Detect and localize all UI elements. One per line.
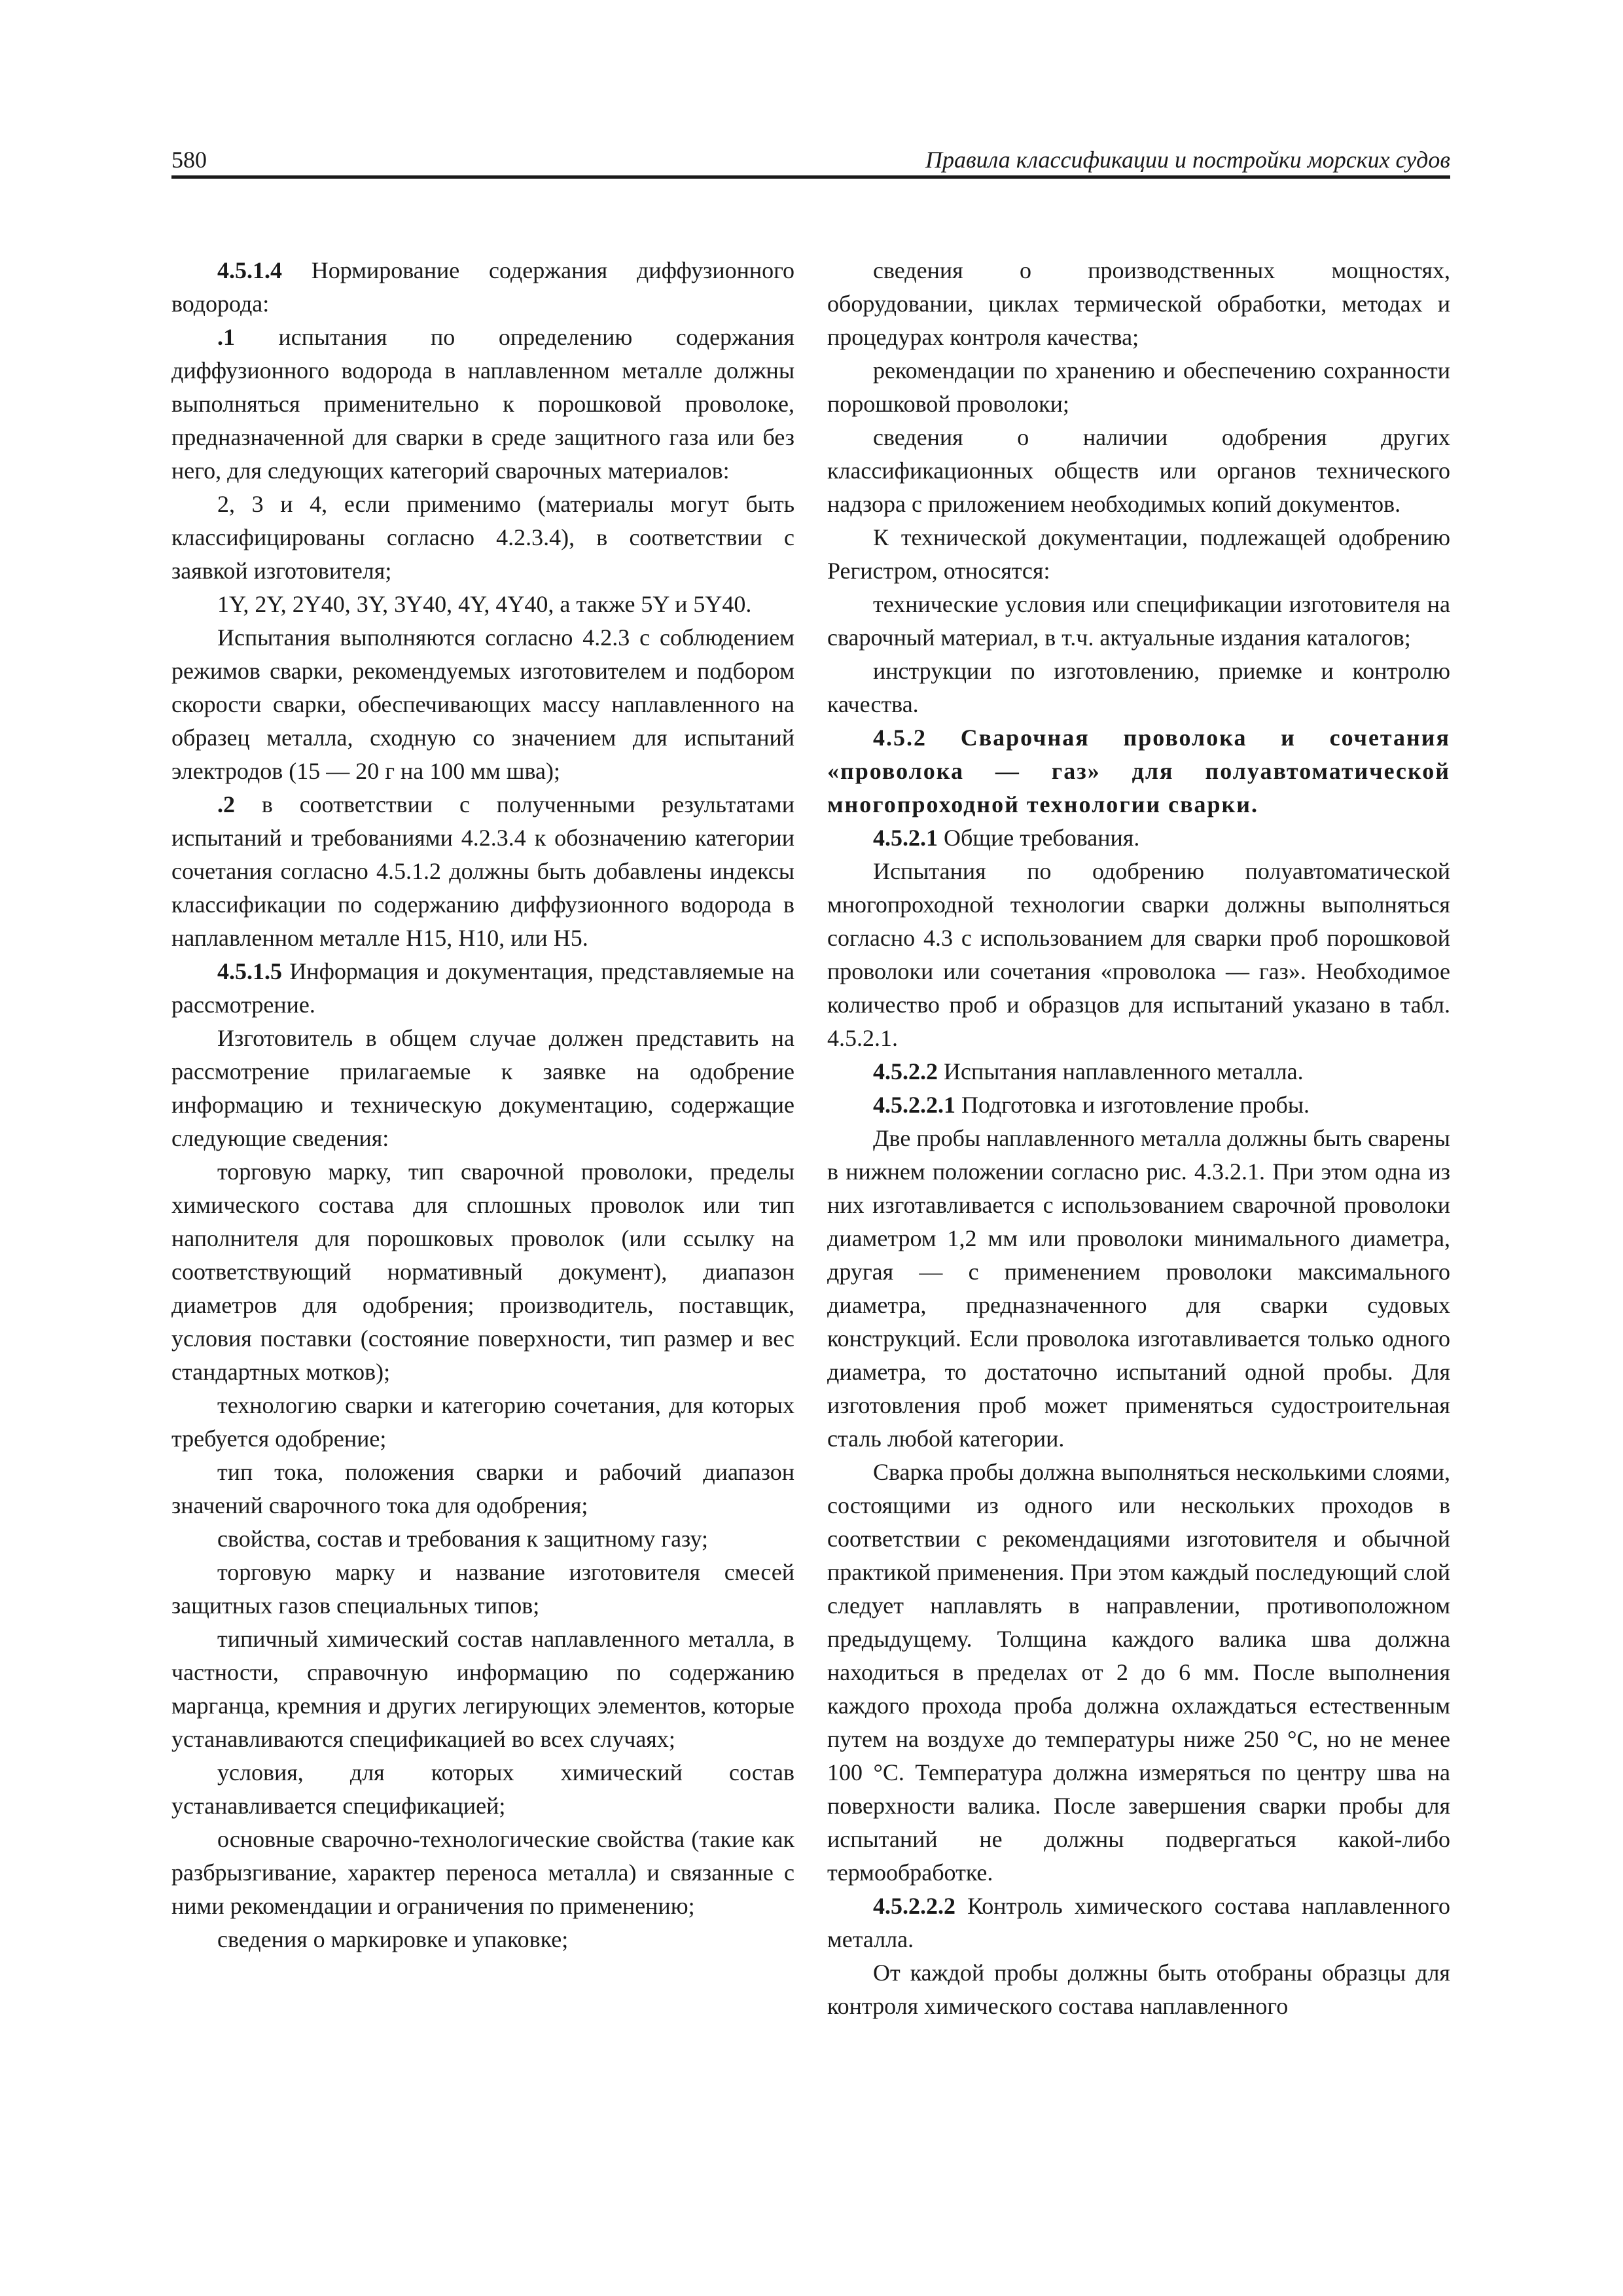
paragraph	[171, 321, 794, 488]
paragraph	[827, 1055, 1450, 1088]
paragraph-text: свойства, состав и требования к защитному газу;	[217, 1526, 709, 1552]
paragraph	[827, 354, 1450, 421]
paragraph	[171, 621, 794, 788]
paragraph-text: торговую марку и название изготовителя смесей защитных газов специальных типов;	[171, 1559, 794, 1619]
paragraph-text: торговую марку, тип сварочной проволоки, пределы химического состава для сплошных проволок или тип наполнителя для порошковых проволок (или ссылку на соответствующий нормативный документ), диапазон диаметров для одобрения; производитель, поставщик, условия поставки (состояние поверхности, тип размер и вес стандартных мотков);	[171, 1158, 794, 1385]
paragraph-text: Контроль химического состава наплавленного металла.	[827, 1893, 1450, 1952]
running-title: Правила классификации и постройки морских судов	[925, 147, 1450, 173]
page-header	[171, 145, 1450, 179]
paragraph	[171, 955, 794, 1022]
paragraph	[827, 521, 1450, 588]
header-rule	[171, 175, 1450, 179]
clause-number: 4.5.1.4	[217, 257, 282, 283]
clause-number: .2	[217, 791, 235, 817]
page-number: 580	[171, 147, 207, 173]
paragraph	[171, 1556, 794, 1623]
clause-number: 4.5.2	[873, 725, 927, 751]
paragraph-text: Сварка пробы должна выполняться несколькими слоями, состоящими из одного или нескольких проходов в соответствии с рекомендациями изготовителя и обычной практикой применения. При этом каждый последующий слой следует наплавлять в направлении, противоположном предыдущему. Толщина каждого валика шва должна находиться в пределах от 2 до 6 мм. После выполнения каждого прохода проба должна охлаждаться естественным путем на воздухе до температуры ниже 250 °С, но не менее 100 °С. Температура должна измеряться по центру шва на поверхности валика. После завершения сварки пробы для испытаний не должны подвергаться какой-либо термообработке.	[827, 1459, 1450, 1886]
clause-number: 4.5.1.5	[217, 958, 282, 984]
paragraph	[827, 821, 1450, 855]
paragraph	[827, 1088, 1450, 1122]
paragraph	[827, 588, 1450, 655]
paragraph-text: Изготовитель в общем случае должен представить на рассмотрение прилагаемые к заявке на одобрение информацию и техническую документацию, содержащие следующие сведения:	[171, 1025, 794, 1151]
paragraph	[171, 1022, 794, 1155]
paragraph-text: сведения о маркировке и упаковке;	[217, 1926, 569, 1952]
clause-number: .1	[217, 324, 235, 350]
paragraph	[827, 1956, 1450, 2023]
paragraph	[171, 488, 794, 588]
paragraph	[827, 1122, 1450, 1456]
paragraph-text: сведения о производственных мощностях, оборудовании, циклах термической обработки, методах и процедурах контроля качества;	[827, 257, 1450, 350]
clause-number: 4.5.2.2.1	[873, 1092, 955, 1118]
paragraph	[827, 655, 1450, 721]
paragraph	[171, 1389, 794, 1456]
paragraph-text: Общие требования.	[938, 825, 1140, 851]
paragraph-text: тип тока, положения сварки и рабочий диапазон значений сварочного тока для одобрения;	[171, 1459, 794, 1518]
paragraph	[827, 855, 1450, 1055]
paragraph	[171, 588, 794, 621]
paragraph-text: основные сварочно-технологические свойства (такие как разбрызгивание, характер переноса металла) и связанные с ними рекомендации и ограничения по применению;	[171, 1826, 794, 1919]
paragraph-text: Испытания наплавленного металла.	[938, 1058, 1304, 1085]
paragraph-text: инструкции по изготовлению, приемке и контролю качества.	[827, 658, 1450, 717]
clause-number: 4.5.2.2.2	[873, 1893, 955, 1919]
paragraph	[827, 1890, 1450, 1956]
paragraph-text: Испытания по одобрению полуавтоматической многопроходной технологии сварки должны выполняться согласно 4.3 с использованием для сварки проб порошковой проволоки или сочетания «проволока — газ». Необходимое количество проб и образцов для испытаний указано в табл. 4.5.2.1.	[827, 858, 1450, 1051]
paragraph	[171, 1623, 794, 1756]
paragraph-text: технологию сварки и категорию сочетания, для которых требуется одобрение;	[171, 1392, 794, 1452]
clause-number: 4.5.2.2	[873, 1058, 938, 1085]
paragraph-text: 2, 3 и 4, если применимо (материалы могут быть классифицированы согласно 4.2.3.4), в соответствии с заявкой изготовителя;	[171, 491, 794, 584]
paragraph	[171, 1756, 794, 1823]
paragraph-text: Две пробы наплавленного металла должны быть сварены в нижнем положении согласно рис. 4.3.2.1. При этом одна из них изготавливается с использованием сварочной проволоки диаметром 1,2 мм или проволоки минимального диаметра, другая — с применением проволоки максимального диаметра, предназначенного для сварки судовых конструкций. Если проволока изготавливается только одного диаметра, то достаточно испытаний одной пробы. Для изготовления проб может применяться судостроительная сталь любой категории.	[827, 1125, 1450, 1452]
paragraph-text: Испытания выполняются согласно 4.2.3 с соблюдением режимов сварки, рекомендуемых изготовителем и подбором скорости сварки, обеспечивающих массу наплавленного на образец металла, сходную со значением для испытаний электродов (15 — 20 г на 100 мм шва);	[171, 624, 794, 784]
paragraph	[827, 254, 1450, 354]
paragraph	[827, 421, 1450, 521]
paragraph-text: Подготовка и изготовление пробы.	[955, 1092, 1310, 1118]
paragraph	[171, 1923, 794, 1956]
paragraph-text: От каждой пробы должны быть отобраны образцы для контроля химического состава наплавленного	[827, 1960, 1450, 2019]
paragraph-text: Информация и документация, представляемые на рассмотрение.	[171, 958, 794, 1018]
paragraph	[171, 1155, 794, 1389]
paragraph-text: Нормирование содержания диффузионного водорода:	[171, 257, 794, 317]
paragraph-text: испытания по определению содержания диффузионного водорода в наплавленном металле должны выполняться применительно к порошковой проволоке, предназначенной для сварки в среде защитного газа или без него, для следующих категорий сварочных материалов:	[171, 324, 794, 484]
right-column	[827, 254, 1450, 2023]
paragraph-text: сведения о наличии одобрения других классификационных обществ или органов технического надзора с приложением необходимых копий документов.	[827, 424, 1450, 517]
paragraph-text: технические условия или спецификации изготовителя на сварочный материал, в т.ч. актуальные издания каталогов;	[827, 591, 1450, 651]
paragraph	[171, 254, 794, 321]
paragraph	[171, 1823, 794, 1923]
section-heading	[827, 721, 1450, 821]
paragraph-text: типичный химический состав наплавленного металла, в частности, справочную информацию по содержанию марганца, кремния и других легирующих элементов, которые устанавливаются спецификацией во всех случаях;	[171, 1626, 794, 1752]
paragraph	[171, 788, 794, 955]
clause-number: 4.5.2.1	[873, 825, 938, 851]
paragraph	[171, 1456, 794, 1522]
paragraph-text: 1Y, 2Y, 2Y40, 3Y, 3Y40, 4Y, 4Y40, а также 5Y и 5Y40.	[217, 591, 752, 617]
paragraph-text: Сварочная проволока и сочетания «проволока — газ» для полуавтоматической многопроходной технологии сварки.	[827, 725, 1450, 817]
left-column	[171, 254, 794, 1956]
paragraph	[827, 1456, 1450, 1890]
paragraph-text: условия, для которых химический состав устанавливается спецификацией;	[171, 1759, 794, 1819]
paragraph	[171, 1522, 794, 1556]
paragraph-text: в соответствии с полученными результатами испытаний и требованиями 4.2.3.4 к обозначению категории сочетания согласно 4.5.1.2 должны быть добавлены индексы классификации по содержанию диффузионного водорода в наплавленном металле H15, H10, или H5.	[171, 791, 794, 951]
paragraph-text: К технической документации, подлежащей одобрению Регистром, относятся:	[827, 524, 1450, 584]
paragraph-text: рекомендации по хранению и обеспечению сохранности порошковой проволоки;	[827, 357, 1450, 417]
